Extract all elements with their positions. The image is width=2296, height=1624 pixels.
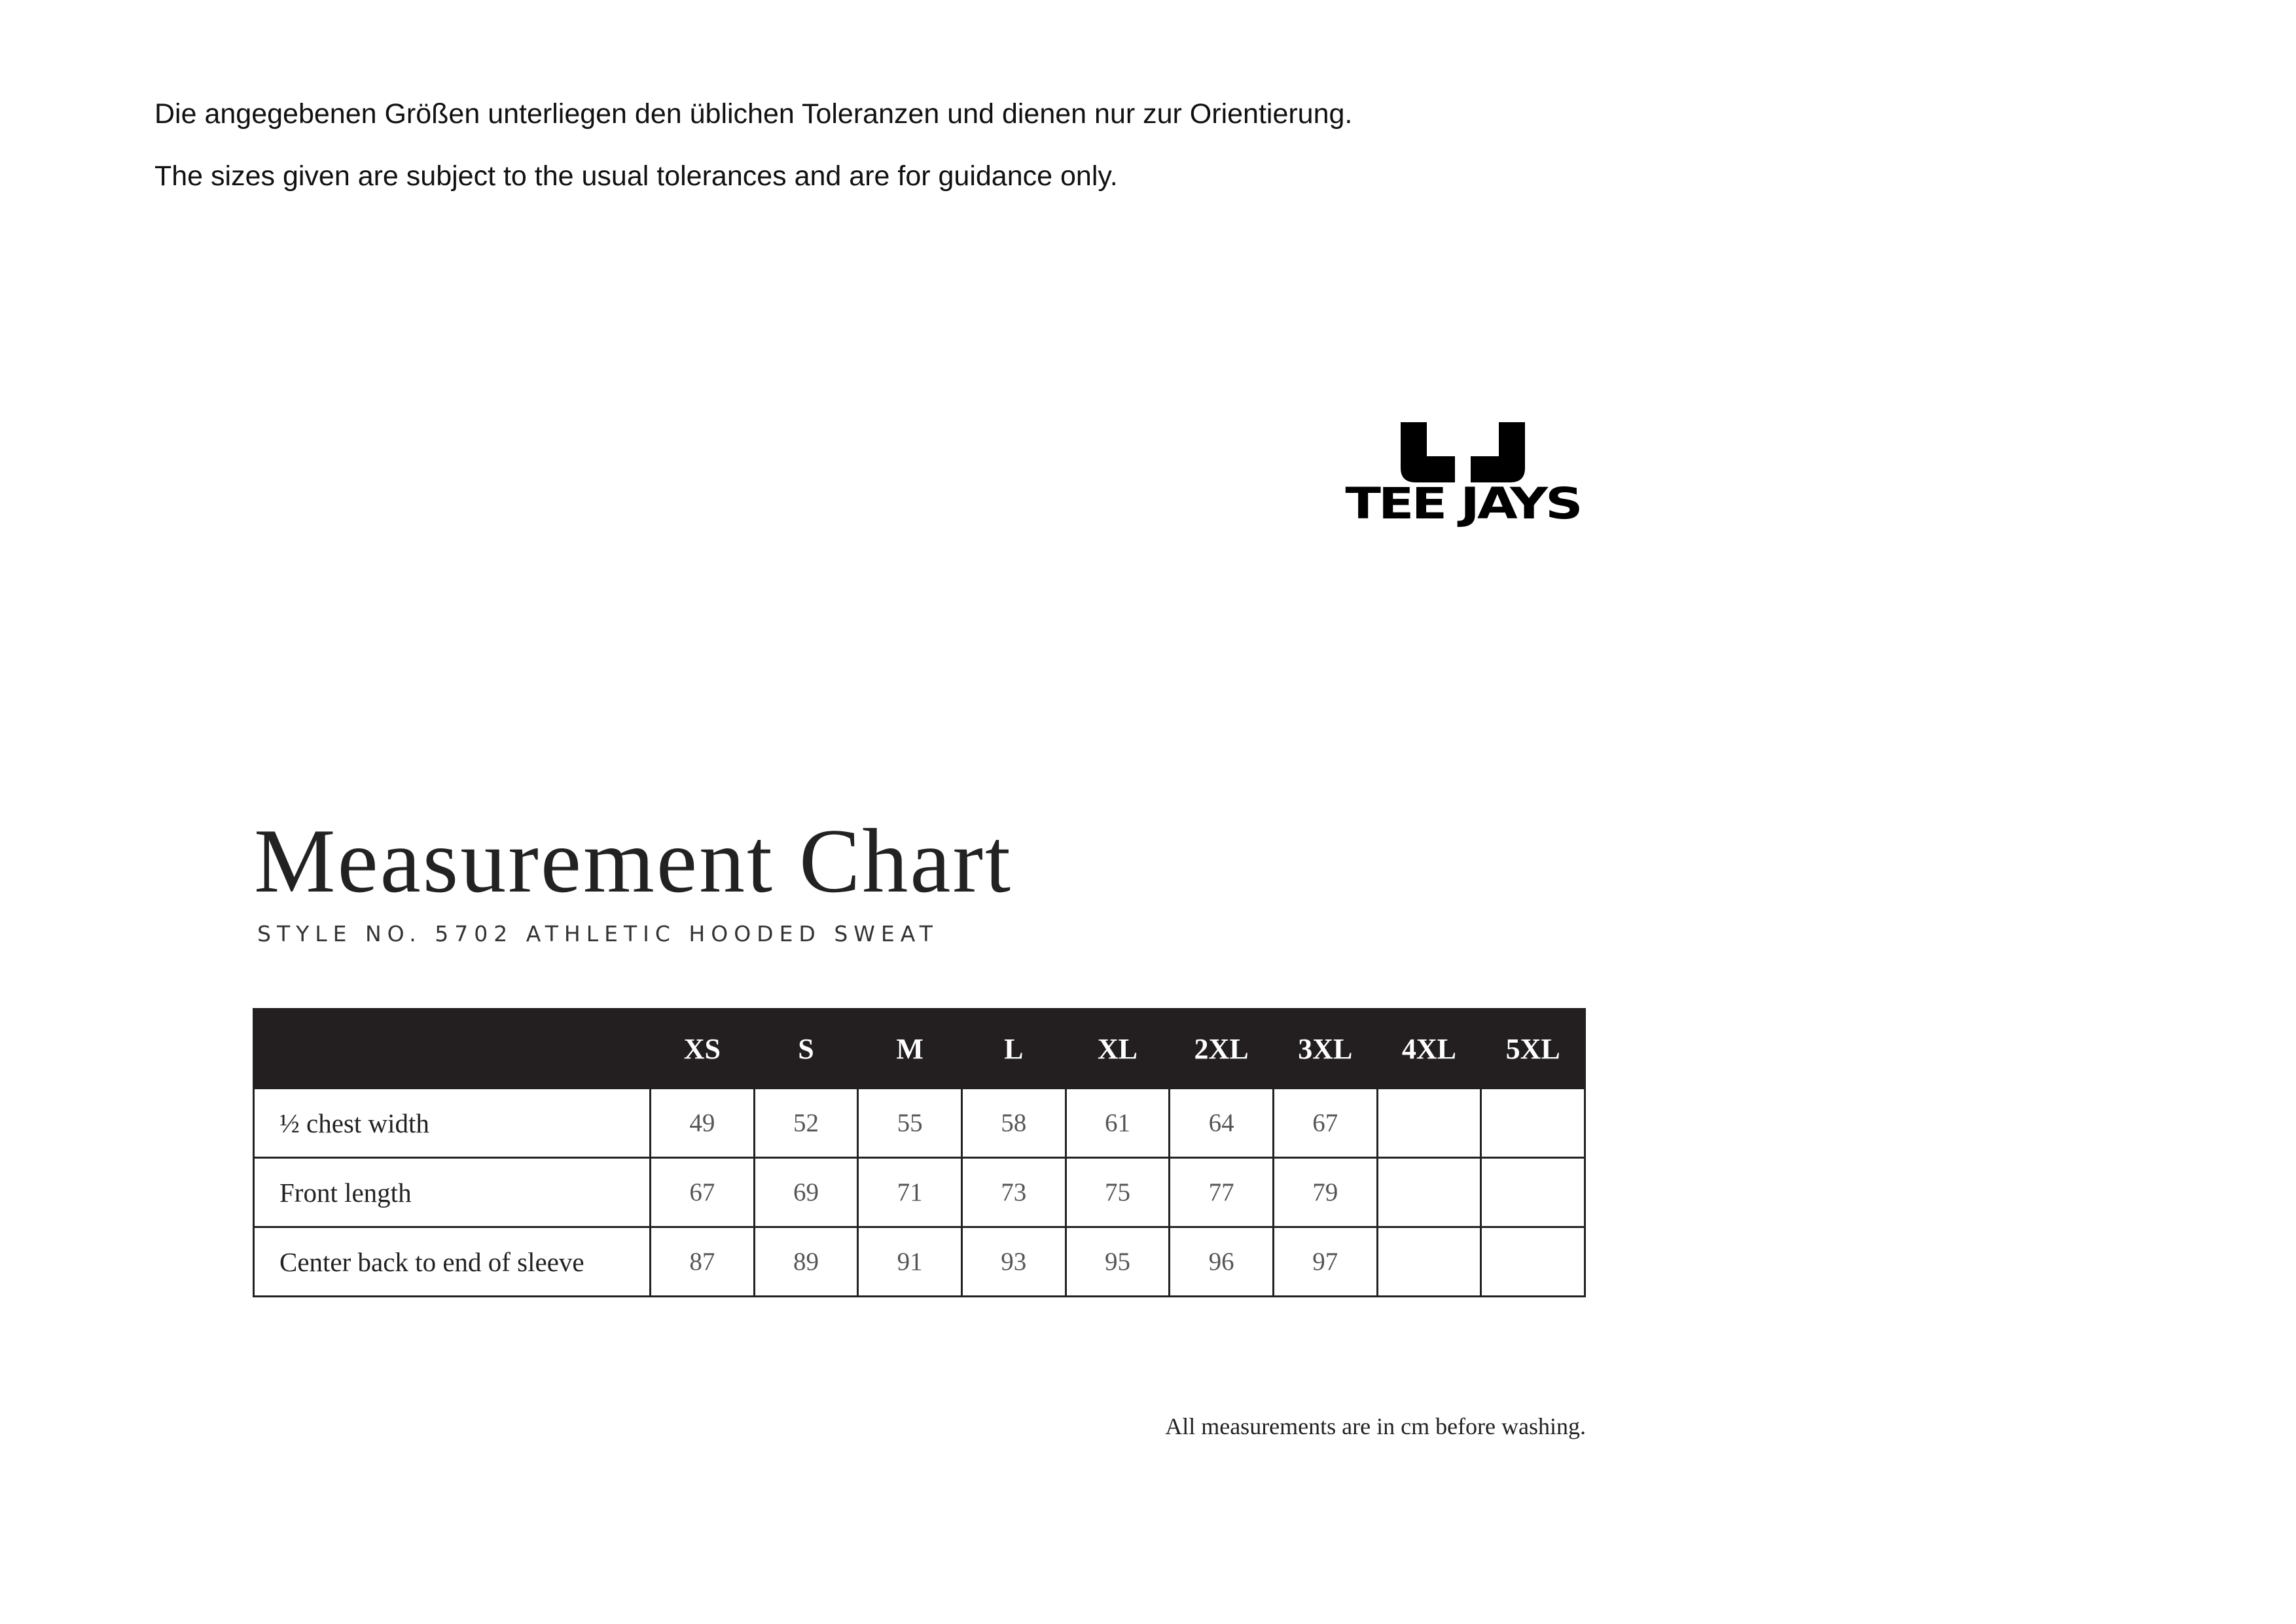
row-label: ½ chest width [254, 1089, 651, 1158]
tee-jays-logo-mark-icon [1397, 422, 1528, 482]
header-cell: 3XL [1273, 1009, 1377, 1089]
table-cell: 64 [1170, 1089, 1274, 1158]
header-cell: M [858, 1009, 962, 1089]
tolerance-note-german: Die angegebenen Größen unterliegen den üblichen Toleranzen und dienen nur zur Orientierung. [154, 98, 1353, 130]
table-cell: 67 [651, 1158, 755, 1227]
table-cell: 52 [754, 1089, 858, 1158]
header-cell: L [961, 1009, 1066, 1089]
header-cell: 4XL [1377, 1009, 1481, 1089]
table-cell [1481, 1227, 1585, 1297]
header-cell: 2XL [1170, 1009, 1274, 1089]
table-cell [1377, 1089, 1481, 1158]
table-cell: 75 [1066, 1158, 1170, 1227]
tolerance-note-english: The sizes given are subject to the usual tolerances and are for guidance only. [154, 160, 1118, 192]
measurement-footnote: All measurements are in cm before washing. [1165, 1413, 1586, 1439]
table-cell [1377, 1158, 1481, 1227]
header-cell: XS [651, 1009, 755, 1089]
table-row [254, 1227, 1585, 1297]
header-cell: 5XL [1481, 1009, 1585, 1089]
table-cell: 87 [651, 1227, 755, 1297]
table-cell: 97 [1273, 1227, 1377, 1297]
table-cell: 73 [961, 1158, 1066, 1227]
table-cell: 49 [651, 1089, 755, 1158]
table-cell: 95 [1066, 1227, 1170, 1297]
row-label: Front length [254, 1158, 651, 1227]
table-cell: 58 [961, 1089, 1066, 1158]
table-cell: 61 [1066, 1089, 1170, 1158]
table-cell: 91 [858, 1227, 962, 1297]
table-cell: 89 [754, 1227, 858, 1297]
logo-wordmark: TEE JAYS [1345, 478, 1581, 529]
table-cell: 71 [858, 1158, 962, 1227]
row-label: Center back to end of sleeve [254, 1227, 651, 1297]
table-cell: 77 [1170, 1158, 1274, 1227]
header-cell: XL [1066, 1009, 1170, 1089]
table-row [254, 1089, 1585, 1158]
header-cell [254, 1009, 651, 1089]
table-cell: 96 [1170, 1227, 1274, 1297]
table-header-row [254, 1009, 1585, 1089]
table-cell [1481, 1089, 1585, 1158]
table-cell [1377, 1227, 1481, 1297]
table-cell: 79 [1273, 1158, 1377, 1227]
header-cell: S [754, 1009, 858, 1089]
chart-title: Measurement Chart [254, 810, 1013, 912]
tee-jays-logo [1332, 422, 1594, 535]
measurement-table [253, 1008, 1586, 1297]
table-cell: 93 [961, 1227, 1066, 1297]
table-cell: 69 [754, 1158, 858, 1227]
table-cell [1481, 1158, 1585, 1227]
table-cell: 55 [858, 1089, 962, 1158]
table-cell: 67 [1273, 1089, 1377, 1158]
chart-subtitle: STYLE NO. 5702 ATHLETIC HOODED SWEAT [257, 921, 939, 947]
table-row [254, 1158, 1585, 1227]
